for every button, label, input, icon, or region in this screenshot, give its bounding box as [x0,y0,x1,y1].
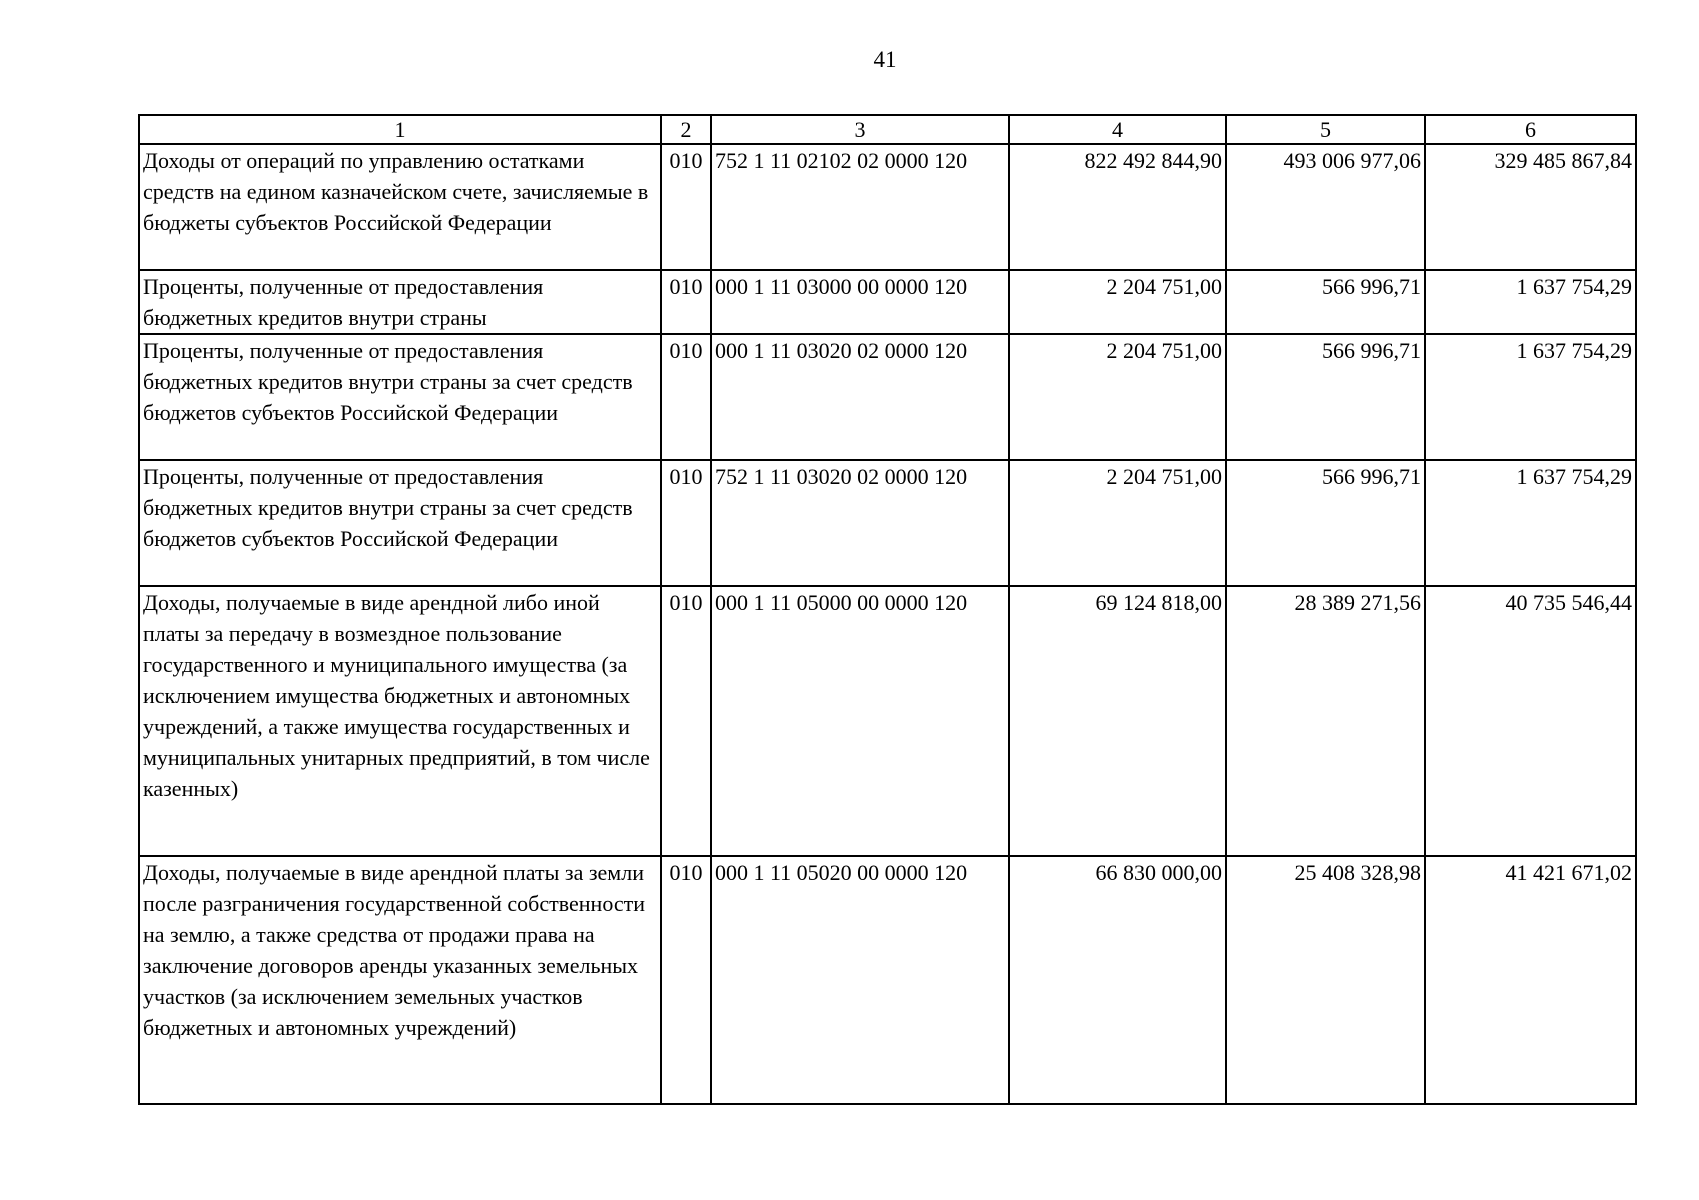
column-header-5: 5 [1226,115,1425,144]
row-name: Проценты, полученные от предоставления бюджетных кредитов внутри страны за счет средств бюджетов субъектов Российской Федерации [139,460,661,586]
row-unexecuted-amount: 1 637 754,29 [1425,334,1636,460]
row-name: Доходы, получаемые в виде арендной либо иной платы за передачу в возмездное пользование государственного и муниципального имущества (за исключением имущества бюджетных и автономных учреждений, а также имущества государственных и муниципальных унитарных предприятий, в том числе казенных) [139,586,661,856]
row-budget-code: 000 1 11 05020 00 0000 120 [711,856,1009,1104]
column-header-6: 6 [1425,115,1636,144]
column-header-3: 3 [711,115,1009,144]
column-header-2: 2 [661,115,711,144]
row-executed-amount: 566 996,71 [1226,460,1425,586]
row-line-code: 010 [661,270,711,334]
table-row [139,586,1636,856]
row-approved-amount: 2 204 751,00 [1009,270,1226,334]
row-approved-amount: 69 124 818,00 [1009,586,1226,856]
row-executed-amount: 28 389 271,56 [1226,586,1425,856]
row-name: Доходы, получаемые в виде арендной платы за земли после разграничения государственной собственности на землю, а также средства от продажи права на заключение договоров аренды указанных земельных участков (за исключением земельных участков бюджетных и автономных учреждений) [139,856,661,1104]
row-approved-amount: 2 204 751,00 [1009,460,1226,586]
row-line-code: 010 [661,144,711,270]
row-line-code: 010 [661,460,711,586]
row-budget-code: 000 1 11 03020 02 0000 120 [711,334,1009,460]
page-number: 41 [873,47,897,72]
row-budget-code: 752 1 11 02102 02 0000 120 [711,144,1009,270]
row-executed-amount: 566 996,71 [1226,270,1425,334]
table-row [139,460,1636,586]
revenue-table [138,114,1637,1105]
column-header-1: 1 [139,115,661,144]
row-budget-code: 752 1 11 03020 02 0000 120 [711,460,1009,586]
row-unexecuted-amount: 1 637 754,29 [1425,460,1636,586]
row-unexecuted-amount: 1 637 754,29 [1425,270,1636,334]
row-unexecuted-amount: 329 485 867,84 [1425,144,1636,270]
row-approved-amount: 2 204 751,00 [1009,334,1226,460]
row-approved-amount: 66 830 000,00 [1009,856,1226,1104]
row-name: Проценты, полученные от предоставления бюджетных кредитов внутри страны [139,270,661,334]
row-executed-amount: 493 006 977,06 [1226,144,1425,270]
table-row [139,144,1636,270]
column-header-4: 4 [1009,115,1226,144]
row-budget-code: 000 1 11 03000 00 0000 120 [711,270,1009,334]
row-budget-code: 000 1 11 05000 00 0000 120 [711,586,1009,856]
table-row [139,270,1636,334]
row-name: Доходы от операций по управлению остатками средств на едином казначейском счете, зачисляемые в бюджеты субъектов Российской Федерации [139,144,661,270]
table-row [139,334,1636,460]
row-line-code: 010 [661,334,711,460]
table-row [139,856,1636,1104]
row-line-code: 010 [661,856,711,1104]
row-line-code: 010 [661,586,711,856]
row-unexecuted-amount: 41 421 671,02 [1425,856,1636,1104]
row-executed-amount: 566 996,71 [1226,334,1425,460]
row-approved-amount: 822 492 844,90 [1009,144,1226,270]
table-header-row [139,115,1636,144]
row-name: Проценты, полученные от предоставления бюджетных кредитов внутри страны за счет средств бюджетов субъектов Российской Федерации [139,334,661,460]
row-unexecuted-amount: 40 735 546,44 [1425,586,1636,856]
row-executed-amount: 25 408 328,98 [1226,856,1425,1104]
